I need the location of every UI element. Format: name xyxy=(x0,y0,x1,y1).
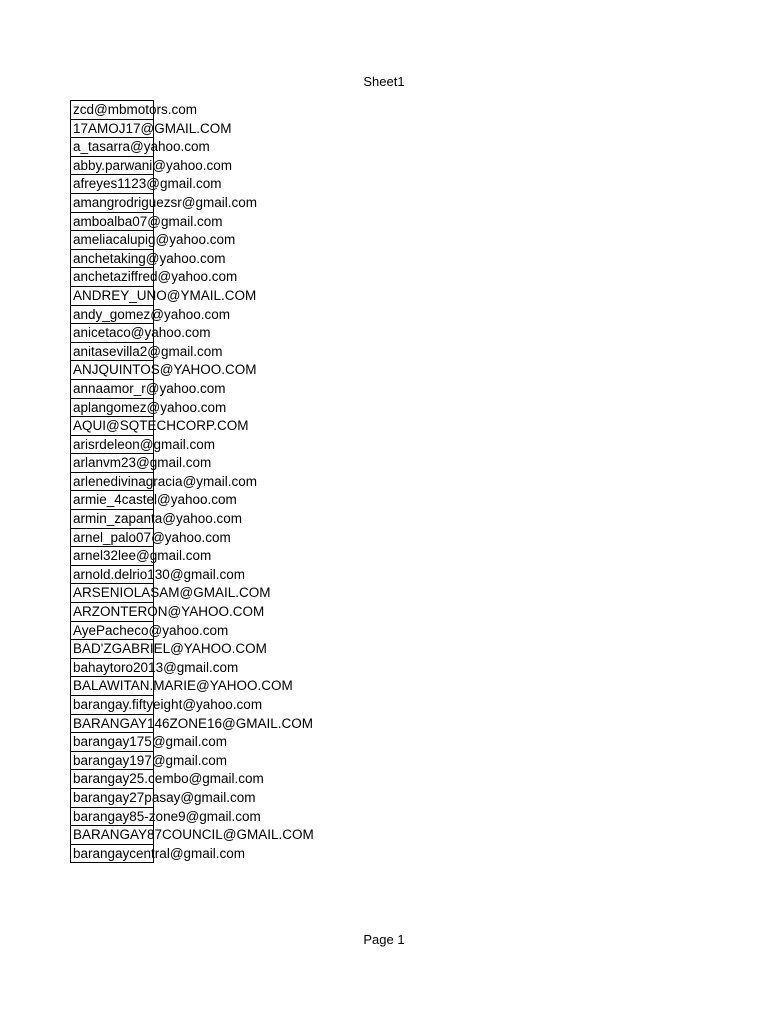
email-cell: arnel32lee@gmail.com xyxy=(71,547,153,566)
email-cell: arlanvm23@gmail.com xyxy=(71,454,153,473)
email-cell: ARSENIOLASAM@GMAIL.COM xyxy=(71,584,153,603)
email-cell: barangay85-zone9@gmail.com xyxy=(71,808,153,827)
email-cell: afreyes1123@gmail.com xyxy=(71,175,153,194)
email-cell: armie_4castel@yahoo.com xyxy=(71,491,153,510)
email-cell: andy_gomez@yahoo.com xyxy=(71,306,153,325)
email-cell: barangay25.cembo@gmail.com xyxy=(71,770,153,789)
email-cell: a_tasarra@yahoo.com xyxy=(71,138,153,157)
email-cell: BARANGAY87COUNCIL@GMAIL.COM xyxy=(71,826,153,845)
email-cell: anchetaking@yahoo.com xyxy=(71,250,153,269)
email-cell: AQUI@SQTECHCORP.COM xyxy=(71,417,153,436)
email-cell: aplangomez@yahoo.com xyxy=(71,399,153,418)
email-cell: armin_zapanta@yahoo.com xyxy=(71,510,153,529)
sheet-header: Sheet1 xyxy=(363,74,405,89)
page-footer: Page 1 xyxy=(363,932,405,947)
email-cell: BARANGAY146ZONE16@GMAIL.COM xyxy=(71,715,153,734)
email-cell: ameliacalupig@yahoo.com xyxy=(71,231,153,250)
email-cell: amangrodriguezsr@gmail.com xyxy=(71,194,153,213)
email-cell: barangay175@gmail.com xyxy=(71,733,153,752)
email-cell: barangay197@gmail.com xyxy=(71,752,153,771)
email-cell: BALAWITAN.MARIE@YAHOO.COM xyxy=(71,677,153,696)
email-cell: anchetaziffred@yahoo.com xyxy=(71,268,153,287)
email-cell: 17AMOJ17@GMAIL.COM xyxy=(71,120,153,139)
email-cell: amboalba07@gmail.com xyxy=(71,213,153,232)
email-column xyxy=(70,100,314,863)
email-cell: zcd@mbmotors.com xyxy=(71,101,153,120)
email-cell: barangay.fiftyeight@yahoo.com xyxy=(71,696,153,715)
email-cell: anicetaco@yahoo.com xyxy=(71,324,153,343)
email-cell: arnel_palo07@yahoo.com xyxy=(71,529,153,548)
email-cell: arnold.delrio130@gmail.com xyxy=(71,566,153,585)
email-cell: barangaycentral@gmail.com xyxy=(71,845,153,864)
email-cell: AyePacheco@yahoo.com xyxy=(71,622,153,641)
email-cell: annaamor_r@yahoo.com xyxy=(71,380,153,399)
email-cell: ANDREY_UNO@YMAIL.COM xyxy=(71,287,153,306)
email-cell: ANJQUINTOS@YAHOO.COM xyxy=(71,361,153,380)
email-cell: arlenedivinagracia@ymail.com xyxy=(71,473,153,492)
email-cell: BAD'ZGABRIEL@YAHOO.COM xyxy=(71,640,153,659)
email-cell: abby.parwani@yahoo.com xyxy=(71,157,153,176)
email-cell: barangay27pasay@gmail.com xyxy=(71,789,153,808)
email-cell: arisrdeleon@gmail.com xyxy=(71,436,153,455)
email-cell: anitasevilla2@gmail.com xyxy=(71,343,153,362)
email-cell: bahaytoro2013@gmail.com xyxy=(71,659,153,678)
email-cell: ARZONTERON@YAHOO.COM xyxy=(71,603,153,622)
